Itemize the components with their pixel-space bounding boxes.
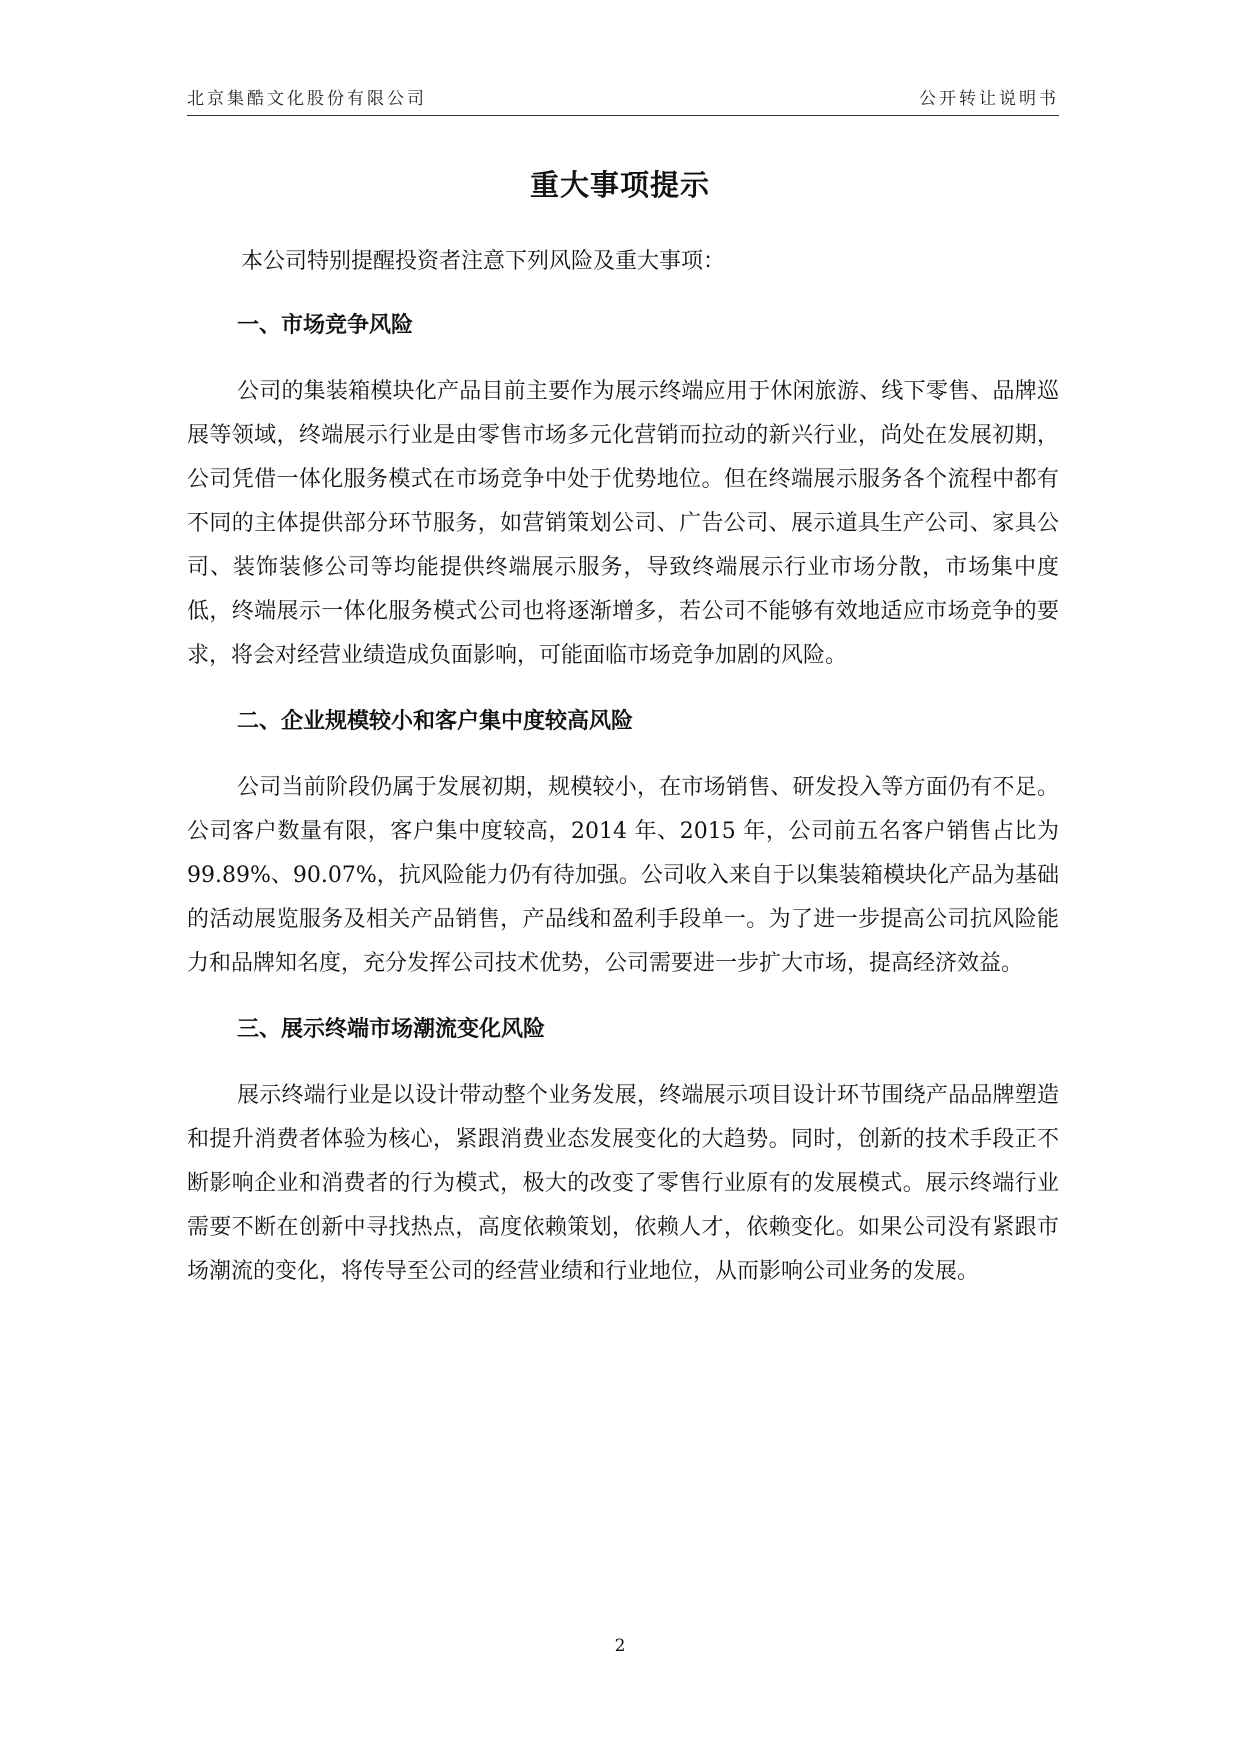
header-document-type: 公开转让说明书 (919, 89, 1059, 109)
section-market-trend-risk (187, 1008, 1059, 1294)
section-customer-concentration-risk (187, 700, 1059, 986)
intro-paragraph: 本公司特别提醒投资者注意下列风险及重大事项： (241, 249, 726, 274)
section-heading: 二、企业规模较小和客户集中度较高风险 (237, 709, 634, 734)
section-paragraph: 公司的集装箱模块化产品目前主要作为展示终端应用于休闲旅游、线下零售、品牌巡展等领域，终端展示行业是由零售市场多元化营销而拉动的新兴行业，尚处在发展初期，公司凭借一体化服务模式在市场竞争中处于优势地位。但在终端展示服务各个流程中都有不同的主体提供部分环节服务，如营销策划公司、广告公司、展示道具生产公司、家具公司、装饰装修公司等均能提供终端展示服务，导致终端展示行业市场分散，市场集中度低，终端展示一体化服务模式公司也将逐渐增多，若公司不能够有效地适应市场竞争的要求，将会对经营业绩造成负面影响，可能面临市场竞争加剧的风险。 (187, 379, 1059, 668)
section-heading: 一、市场竞争风险 (237, 313, 414, 338)
page-number: 2 (614, 1636, 626, 1656)
document-body (187, 240, 1059, 1316)
page-header (187, 84, 1059, 114)
section-market-competition-risk (187, 304, 1059, 678)
section-paragraph: 公司当前阶段仍属于发展初期，规模较小，在市场销售、研发投入等方面仍有不足。公司客户数量有限，客户集中度较高，2014 年、2015 年，公司前五名客户销售占比为 99.89%、90.07%，抗风险能力仍有待加强。公司收入来自于以集装箱模块化产品为基础的活动展览服务及相关产品销售，产品线和盈利手段单一。为了进一步提高公司抗风险能力和品牌知名度，充分发挥公司技术优势，公司需要进一步扩大市场，提高经济效益。 (187, 775, 1059, 976)
page-title: 重大事项提示 (529, 168, 710, 202)
header-company-name: 北京集酷文化股份有限公司 (187, 89, 427, 109)
section-heading: 三、展示终端市场潮流变化风险 (237, 1017, 546, 1042)
section-paragraph: 展示终端行业是以设计带动整个业务发展，终端展示项目设计环节围绕产品品牌塑造和提升消费者体验为核心，紧跟消费业态发展变化的大趋势。同时，创新的技术手段正不断影响企业和消费者的行为模式，极大的改变了零售行业原有的发展模式。展示终端行业需要不断在创新中寻找热点，高度依赖策划，依赖人才，依赖变化。如果公司没有紧跟市场潮流的变化，将传导至公司的经营业绩和行业地位，从而影响公司业务的发展。 (187, 1083, 1059, 1284)
header-divider (187, 115, 1059, 116)
